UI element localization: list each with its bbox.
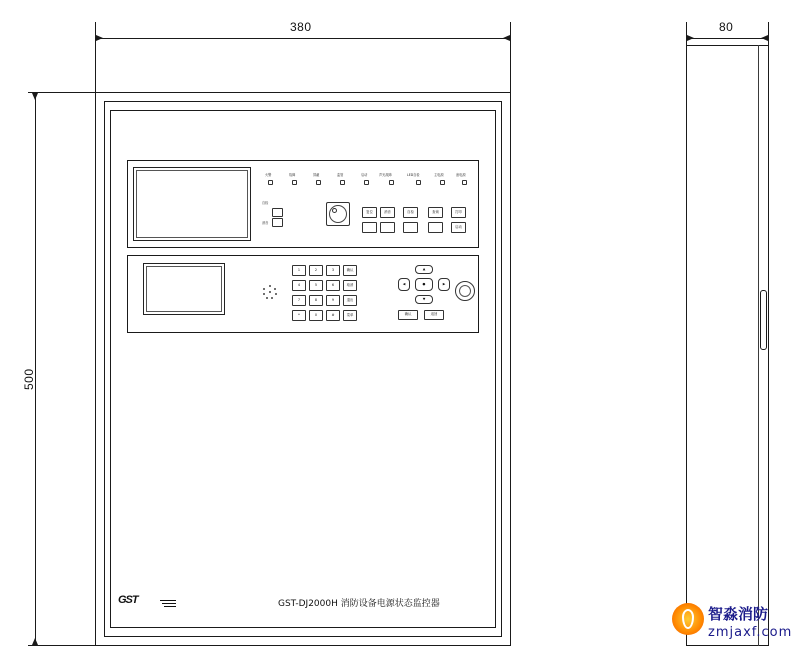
- button-extra-1[interactable]: [362, 222, 377, 233]
- led-label-sound-light-fault: 声光故障: [379, 173, 392, 177]
- led-start: [364, 180, 369, 185]
- dim-line-depth: [686, 38, 769, 39]
- button-print[interactable]: 打印: [451, 207, 466, 218]
- led-label-fire: 火警: [265, 173, 272, 177]
- dim-ext-top-height: [28, 92, 98, 93]
- dim-arrow-width-right: [503, 35, 510, 41]
- nav-center-icon[interactable]: ●: [415, 278, 433, 291]
- button-mute-small[interactable]: [272, 218, 283, 227]
- button-start[interactable]: 启动: [451, 222, 466, 233]
- watermark-url: zmjaxf.com: [708, 625, 793, 640]
- key-9[interactable]: 9: [326, 295, 340, 306]
- led-label-start: 启动: [361, 173, 368, 177]
- dim-arrow-width-left: [96, 35, 103, 41]
- led-fire: [268, 180, 273, 185]
- nav-right-icon[interactable]: ▶: [438, 278, 450, 291]
- led-label-supervise: 监管: [337, 173, 344, 177]
- button-self-check-small[interactable]: [272, 208, 283, 217]
- led-label-main-power: 主电源: [434, 173, 444, 177]
- button-self-check[interactable]: 自检: [403, 207, 418, 218]
- button-extra-4[interactable]: [428, 222, 443, 233]
- dim-arrow-height-bottom: [32, 638, 38, 645]
- button-extra-3[interactable]: [403, 222, 418, 233]
- key-3[interactable]: 3: [326, 265, 340, 276]
- button-mute[interactable]: 消音: [380, 207, 395, 218]
- led-supervise: [340, 180, 345, 185]
- watermark-flame-icon: [672, 603, 704, 635]
- dim-height-label: 500: [22, 368, 36, 390]
- left-control-block: [262, 200, 296, 234]
- power-button[interactable]: [455, 281, 475, 301]
- key-menu[interactable]: 菜单: [343, 310, 357, 321]
- led-main-power: [440, 180, 445, 185]
- key-switch-center: [332, 208, 337, 213]
- dim-ext-bottom-height: [28, 645, 98, 646]
- key-7[interactable]: 7: [292, 295, 306, 306]
- led-label-backup-power: 备电源: [456, 173, 466, 177]
- led-backup-power: [462, 180, 467, 185]
- key-cancel[interactable]: 取消: [343, 280, 357, 291]
- dim-arrow-height-top: [32, 93, 38, 100]
- dim-line-width: [95, 38, 511, 39]
- speaker-grille-icon: [263, 285, 277, 299]
- nav-back[interactable]: 返回: [424, 310, 444, 320]
- led-sound-light-fault: [389, 180, 394, 185]
- nav-up-icon[interactable]: ▲: [415, 265, 433, 274]
- power-button-ring: [459, 285, 471, 297]
- button-query[interactable]: 查询: [428, 207, 443, 218]
- button-extra-2[interactable]: [380, 222, 395, 233]
- led-label-shield: 屏蔽: [313, 173, 320, 177]
- upper-display-glass: [136, 170, 248, 238]
- nav-down-icon[interactable]: ▼: [415, 295, 433, 304]
- watermark: [672, 601, 792, 653]
- key-switch-ring: [329, 205, 347, 223]
- key-4[interactable]: 4: [292, 280, 306, 291]
- key-5[interactable]: 5: [309, 280, 323, 291]
- key-2[interactable]: 2: [309, 265, 323, 276]
- left-control-label-selfcheck: 自检: [262, 201, 269, 205]
- brand-logo-mark: [160, 596, 182, 608]
- dim-arrow-depth-left: [687, 35, 694, 41]
- dim-ext-left-top: [95, 22, 96, 92]
- dim-depth-label: 80: [719, 20, 734, 34]
- nav-left-icon[interactable]: ◀: [398, 278, 410, 291]
- key-6[interactable]: 6: [326, 280, 340, 291]
- led-shield: [316, 180, 321, 185]
- nav-confirm[interactable]: 确认: [398, 310, 418, 320]
- key-hash[interactable]: #: [326, 310, 340, 321]
- led-label-self-check: LED自检: [407, 173, 420, 177]
- led-label-fault: 故障: [289, 173, 296, 177]
- key-1[interactable]: 1: [292, 265, 306, 276]
- key-star[interactable]: *: [292, 310, 306, 321]
- led-self-check: [416, 180, 421, 185]
- dim-width-label: 380: [290, 20, 312, 34]
- dim-arrow-depth-right: [761, 35, 768, 41]
- lower-display-screen: [143, 263, 225, 315]
- lower-display-glass: [146, 266, 222, 312]
- cabinet-side-outline: [686, 45, 769, 646]
- dim-ext-right-top: [510, 22, 511, 92]
- navigation-pad: [398, 265, 454, 323]
- key-8[interactable]: 8: [309, 295, 323, 306]
- numeric-keypad: [292, 265, 358, 323]
- side-panel-edge-line: [758, 45, 759, 646]
- key-confirm[interactable]: 确认: [343, 265, 357, 276]
- button-reset[interactable]: 复位: [362, 207, 377, 218]
- upper-display-screen: [133, 167, 251, 241]
- indicator-led-row: [265, 172, 471, 192]
- key-0[interactable]: 0: [309, 310, 323, 321]
- model-text: GST-DJ2000H 消防设备电源状态监控器: [278, 599, 440, 609]
- left-control-label-mute: 消音: [262, 221, 269, 225]
- led-fault: [292, 180, 297, 185]
- watermark-name: 智淼消防: [708, 605, 769, 623]
- side-hinge-detail: [760, 290, 767, 350]
- key-exit[interactable]: 退出: [343, 295, 357, 306]
- brand-logo: GST: [118, 594, 138, 606]
- key-switch-knob[interactable]: [326, 202, 350, 226]
